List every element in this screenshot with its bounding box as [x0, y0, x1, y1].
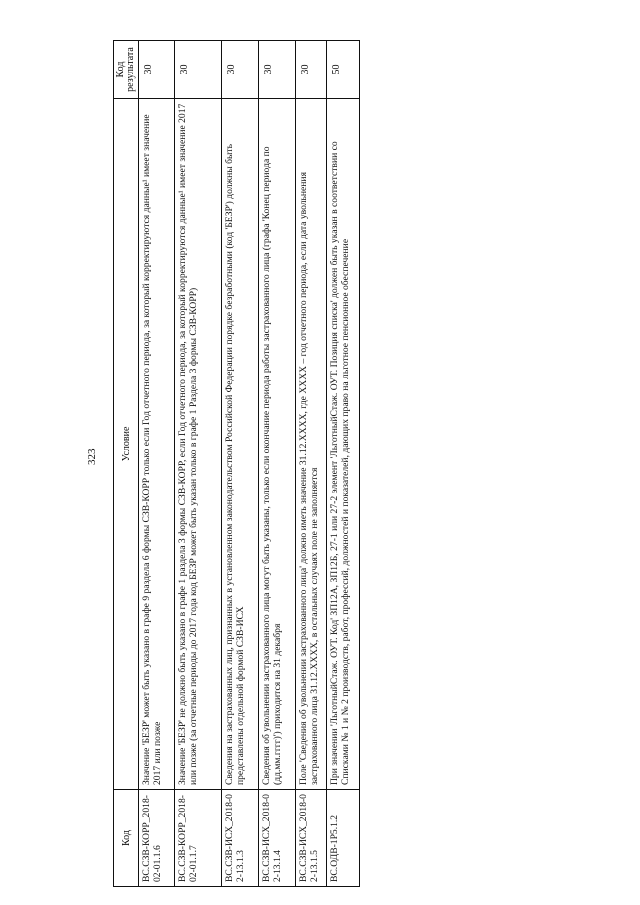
table-header-row: [114, 41, 138, 886]
rule-code: ВС.СЗВ-ИСХ_2018-02-13.1.3: [222, 789, 258, 886]
page-number: 323: [86, 448, 98, 465]
result-code: 50: [331, 64, 342, 75]
result-code: 30: [143, 64, 154, 75]
rule-code: ВС.СЗВ-ИСХ_2018-02-13.1.5: [296, 789, 326, 886]
rule-code: ВС.ОДВ-1Р5.1.2: [327, 789, 359, 886]
table-row: [138, 41, 174, 886]
rule-code: ВС.СЗВ-ИСХ_2018-02-13.1.4: [259, 789, 295, 886]
header-result-code: Код результата: [114, 47, 136, 92]
rule-condition: Поле 'Сведения об увольнении застрахованного лица' должно иметь значение 31.12.XXXX, где XXXX – год отчетного периода, если дата увольнения застрахованного лица 31.12.XXXX, в остальных случаях поле не заполняется: [296, 98, 326, 789]
table-row: [174, 41, 221, 886]
header-code: Код: [114, 789, 138, 886]
header-condition: Условие: [114, 98, 138, 789]
table-row: [258, 41, 295, 886]
rule-condition: Значение 'БЕЗР' не должно быть указано в графе 1 раздела 3 формы СЗВ-КОРР, если Год отчетного периода, за который корректируются данные¹ имеет значение 2017 или позже (за отчетные периоды до 2017 года код БЕЗР может быть указан только в графе 1 Раздела 3 формы СЗВ-КОРР): [175, 98, 221, 789]
result-code: 30: [226, 64, 237, 75]
rule-condition: При значении 'ЛьготныйСтаж. ОУТ. Код' ЗП12А, ЗП12Б, 27-1 или 27-2 элемент 'ЛьготныйСтаж. ОУТ. Позиция списка' должен быть указан в соответствии со Списками № 1 и № 2 производств, работ, профессий, должностей и показателей, дающих право на льготное пенсионное обеспечение: [327, 98, 359, 789]
rule-code: ВС.СЗВ-КОРР_2018-02-01.1.7: [175, 789, 221, 886]
rules-table: [113, 40, 360, 887]
result-code: 30: [179, 64, 190, 75]
rule-condition: Сведения об увольнении застрахованного лица могут быть указаны, только если окончание периода работы застрахованного лица (графа 'Конец периода по (дд.мм.гггг)') приходится на 31 декабря: [259, 98, 295, 789]
rule-condition: Значение 'БЕЗР' может быть указано в графе 9 раздела 6 формы СЗВ-КОРР только если Год отчетного периода, за который корректируются данные¹ имеет значение 2017 или позже: [139, 98, 174, 789]
rule-code: ВС.СЗВ-КОРР_2018-02-01.1.6: [139, 789, 174, 886]
table-row: [295, 41, 326, 886]
rule-condition: Сведения на застрахованных лиц, признанных в установленном законодательством Российской Федерации порядке безработными (код 'БЕЗР') должны быть представлены отдельной формой СЗВ-ИСХ: [222, 98, 258, 789]
result-code: 30: [300, 64, 311, 75]
table-row: [221, 41, 258, 886]
result-code: 30: [263, 64, 274, 75]
table-row: [326, 41, 359, 886]
